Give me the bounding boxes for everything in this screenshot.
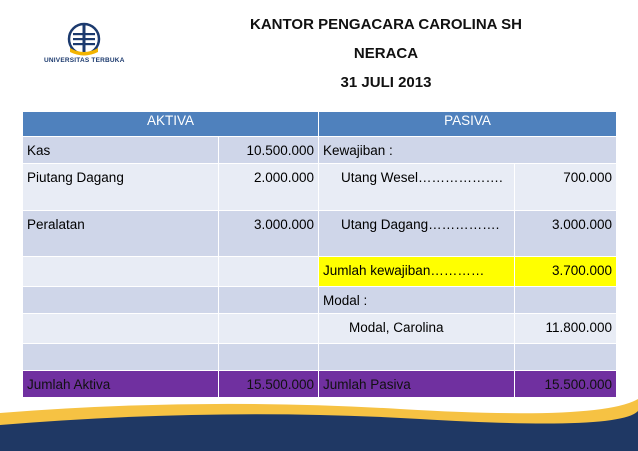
table-row [23,314,617,344]
pasiva-label [319,344,515,371]
total-liabilities-value: 3.700.000 [515,257,617,287]
total-aktiva-value: 15.500.000 [219,371,319,398]
statement-title: NERACA [353,45,419,62]
aktiva-label [23,257,219,287]
aktiva-value [219,344,319,371]
pasiva-value: 700.000 [515,164,617,211]
pasiva-value [515,344,617,371]
pasiva-label: Modal, Carolina [319,314,515,344]
logo-text: UNIVERSITAS TERBUKA [44,57,125,64]
aktiva-label [23,314,219,344]
aktiva-label [23,287,219,314]
total-liabilities-label: Jumlah kewajiban………… [319,257,515,287]
table-row [23,257,617,287]
aktiva-value: 2.000.000 [219,164,319,211]
pasiva-label: Utang Wesel………………. [319,164,515,211]
table-header-row [23,112,617,137]
aktiva-label: Kas [23,137,219,164]
pasiva-label: Kewajiban : [319,137,617,164]
aktiva-label [23,344,219,371]
pasiva-label: Modal : [319,287,515,314]
aktiva-value: 3.000.000 [219,211,319,257]
aktiva-header: AKTIVA [23,112,319,137]
total-aktiva-label: Jumlah Aktiva [23,371,219,398]
aktiva-label: Peralatan [23,211,219,257]
pasiva-label: Utang Dagang……………. [319,211,515,257]
aktiva-value [219,257,319,287]
university-logo [44,22,124,78]
aktiva-value [219,287,319,314]
total-pasiva-value: 15.500.000 [515,371,617,398]
aktiva-value: 10.500.000 [219,137,319,164]
table-row [23,344,617,371]
table-row [23,287,617,314]
statement-date: 31 JULI 2013 [340,74,432,91]
table-row [23,211,617,257]
pasiva-value [515,287,617,314]
table-row [23,137,617,164]
decorative-wave [0,391,638,451]
pasiva-value: 3.000.000 [515,211,617,257]
universitas-terbuka-logo-icon [67,22,101,56]
balance-sheet-table [22,111,617,398]
pasiva-header: PASIVA [319,112,617,137]
table-row [23,164,617,211]
aktiva-label: Piutang Dagang [23,164,219,211]
aktiva-value [219,314,319,344]
company-title: KANTOR PENGACARA CAROLINA SH [250,16,522,33]
total-pasiva-label: Jumlah Pasiva [319,371,515,398]
pasiva-value: 11.800.000 [515,314,617,344]
